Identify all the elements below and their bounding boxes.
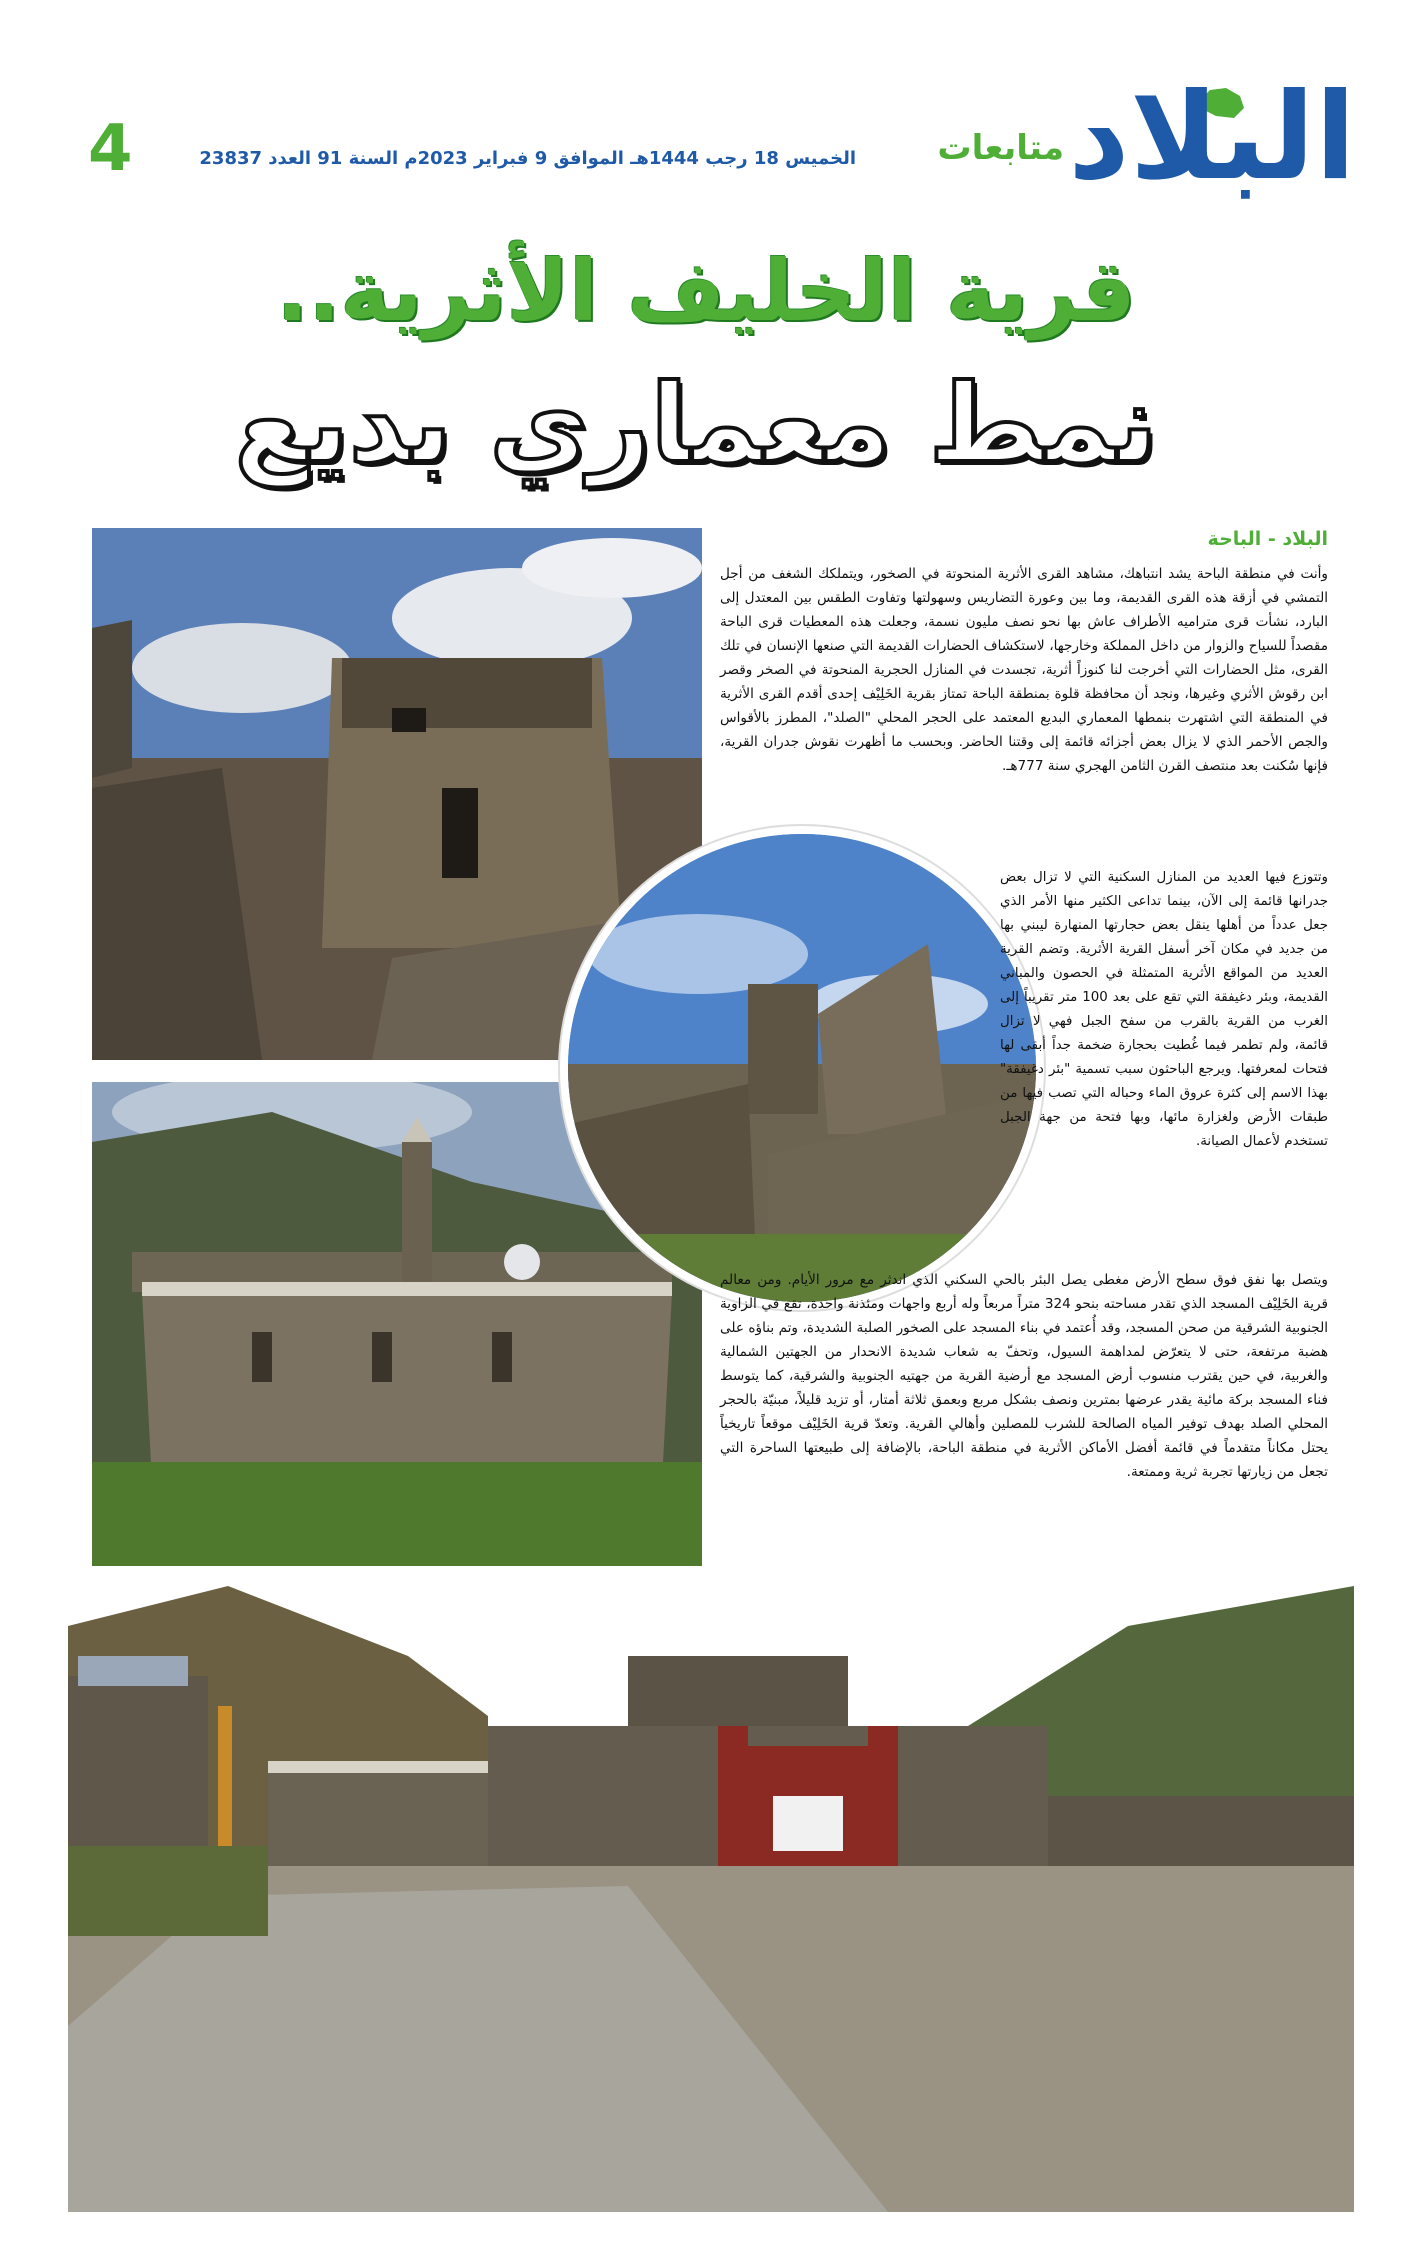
dateline: الخميس 18 رجب 1444هـ الموافق 9 فبراير 2023م السنة 91 العدد 23837 <box>199 148 856 169</box>
article-paragraph-bottom <box>720 1268 1328 1558</box>
photo-ruins-circle <box>560 826 1044 1310</box>
article-paragraph-top <box>720 562 1328 862</box>
section-label: متابعات <box>937 128 1064 168</box>
article-text: وأنت في منطقة الباحة يشد انتباهك، مشاهد القرى الأثرية المنحوتة في الصخور، ويتملكك الشغف من أجل التمشي في أزقة هذه القرى القديمة، وما بين وعورة التضاريس وسهولتها وتفاوت الطقس بين المعتدل إلى البارد، نشأت قرى متراميه الأطراف عاش بها نحو نصف مليون نسمة، وجعلت هذه المعطيات قرى الباحة مقصداً للسياح والزوار من داخل المملكة وخارجها، لاستكشاف الحضارات القديمة التي صنعها الإنسان في تلك القرى، مثل الحضارات التي أخرجت لنا كنوزاً أثرية، تجسدت في المنازل الحجرية المنحوتة في الصخر وقصر ابن رقوش الأثري وغيرها، ونجد أن محافظة قلوة بمنطقة الباحة تمتاز بقرية الخَلِيْف إحدى أقدم القرى الأثرية في المنطقة التي اشتهرت بنمطها المعماري البديع المعتمد على الحجر المحلي "الصلد"، المطرز بالأقواس والجص الأحمر الذي لا يزال بعض أجزائه قائمة إلى وقتنا الحاضر. وبحسب ما أظهرت نقوش جدران القرية، فإنها سُكنت بعد منتصف القرن الثامن الهجري سنة 777هـ. <box>720 566 1328 774</box>
photo-village-gate <box>68 1566 1354 2212</box>
article-paragraph-wrap <box>1000 866 1328 1266</box>
newspaper-logo <box>1068 68 1356 207</box>
headline-secondary: نمط معماري بديع <box>234 362 1158 487</box>
logo-wordmark: البلاد <box>1068 68 1356 207</box>
page-number: 4 <box>88 112 133 186</box>
article-byline: البلاد - الباحة <box>1207 528 1328 550</box>
article-text: وتتوزع فيها العديد من المنازل السكنية التي لا تزال بعض جدرانها قائمة إلى الآن، بينما تداعى الكثير منها الأمر الذي جعل عدداً من أهلها ينقل بعض حجارتها المنهارة ليبني بها من جديد في مكان آخر أسفل القرية الأثرية. وتضم القرية العديد من المواقع الأثرية المتمثلة في الحصون والمباني القديمة، وبئر دغيفقة التي تقع على بعد 100 متر تقريباً إلى الغرب من القرية بالقرب من سفح الجبل فهي لا تزال قائمة، ولم تطمر فيما غُطيت بحجارة ضخمة جداً أبقى لها فتحات لمعرفتها. ويرجع الباحثون سبب تسمية "بئر دغيفقة" بهذا الاسم إلى كثرة عروق الماء وحباله التي تصب فيها من طبقات الأرض ولغزارة مائها، وبها فتحة من جهة الجبل تستخدم لأعمال الصيانة. <box>1000 870 1328 1149</box>
headline-primary: قرية الخليف الأثرية.. <box>276 242 1136 340</box>
article-text: ويتصل بها نفق فوق سطح الأرض مغطى يصل البئر بالحي السكني الذي اندثر مع مرور الأيام. ومن معالم قرية الخَلِيْف المسجد الذي تقدر مساحته بنحو 324 متراً مربعاً وله أربع واجهات ومئذنة واحدة، تقع في الزاوية الجنوبية الشرقية من صحن المسجد، وقد أُعتمد في بناء المسجد على الصخور الصلبة الشديدة، وتم بناؤه على هضبة مرتفعة، حتى لا يتعرّض لمداهمة السيول، وتحفّ به شعاب شديدة الانحدار من الجهتين الشمالية والغربية، في حين يقترب منسوب أرض المسجد مع أرضية القرية من جهتيه الجنوبية والشرقية، كما يتوسط فناء المسجد بركة مائية يقدر عرضها بمترين ونصف بشكل مربع وبعمق ثلاثة أمتار، أو تزيد قليلاً، مبنيّة بالحجر المحلي الصلد بهدف توفير المياه الصالحة للشرب للمصلين وأهالي القرية. وتعدّ قرية الخَلِيْف موقعاً تاريخياً يحتل مكاناً متقدماً في قائمة أفضل الأماكن الأثرية في منطقة الباحة، بالإضافة إلى طبيعتها الساحرة التي تجعل من زيارتها تجربة ثرية وممتعة. <box>720 1272 1328 1480</box>
